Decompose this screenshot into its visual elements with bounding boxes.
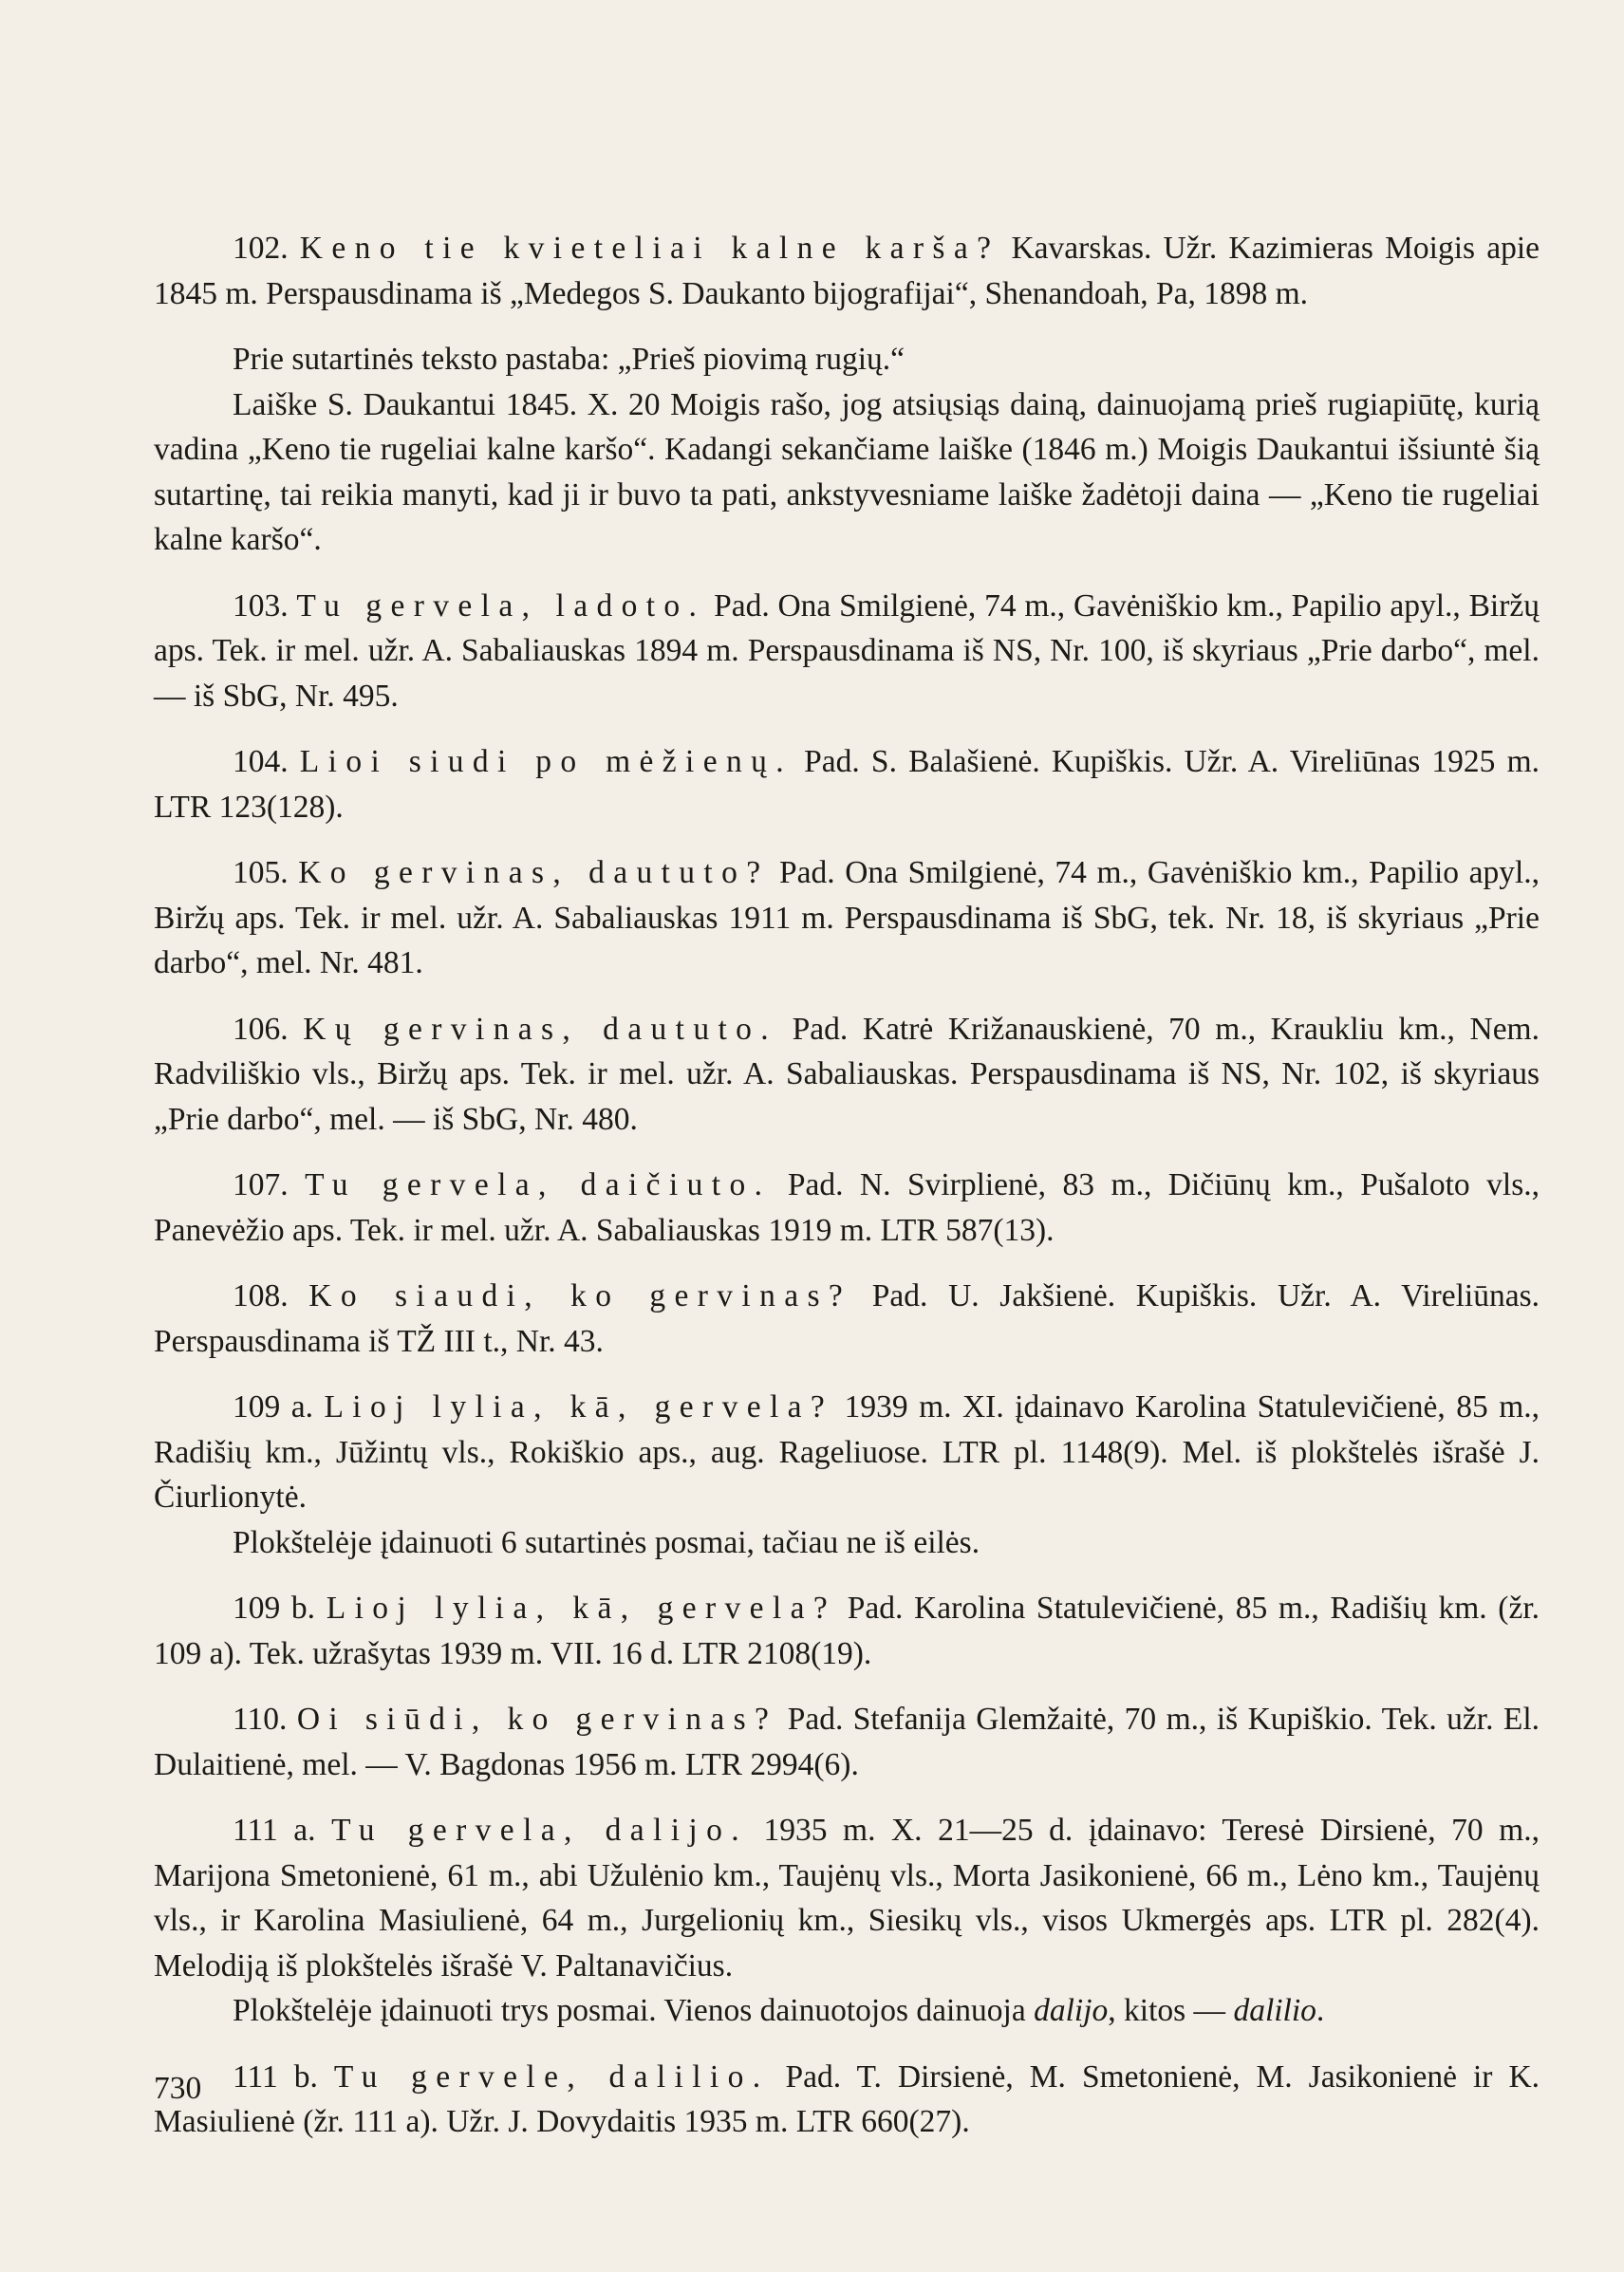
entry-number: 102. [233,231,289,266]
entry-number: 109 a. [233,1389,313,1425]
entry-title: Oi siūdi, ko gervinas? [296,1702,778,1737]
entry-title: Tu gervele, dalilio. [333,2058,770,2095]
entry-note: Laiške S. Daukantui 1845. X. 20 Moigis rašo, jog atsiųsiąs dainą, dainuojamą prieš rugiapiūtę, kurią vadina „Keno tie rugeliai kalne karšo“. Kadangi sekančiame laiške (1846 m.) Moigis Daukantui išsiuntė šią sutartinę, tai reikia manyti, kad ji ir buvo ta pati, ankstyvesniame laiške žadėtoji daina — „Keno tie rugeliai kalne karšo“. [154,386,1540,557]
entry-102 [154,226,1540,316]
entry-title: Tu gervela, ladoto. [296,587,706,624]
entry-title: Kų gervinas, daututo. [303,1011,778,1047]
page-number: 730 [154,2071,202,2106]
entry-number: 103. [233,587,289,624]
entry-title: Ko siaudi, ko gervinas? [308,1278,852,1313]
entry-108 [154,1274,1540,1364]
entry-text: Kavarskas. Užr. Kazimieras Moigis apie 1845 m. Perspausdinama iš „Medegos S. Daukanto bijografijai“, Shenandoah, Pa, 1898 m. [154,231,1540,311]
entry-text: Pad. Ona Smilgienė, 74 m., Gavėniškio km., Papilio apyl., Biržų aps. Tek. ir mel. užr. A. Sabaliauskas 1894 m. Perspausdinama iš NS, Nr. 100, iš skyriaus „Prie darbo“, mel. — iš SbG, Nr. 495. [154,587,1540,714]
note-text: . [1316,1993,1325,2028]
entry-title: Tu gervela, dalijo. [331,1813,748,1848]
entry-106 [154,1007,1540,1143]
note-italic: dalijo [1034,1993,1109,2028]
entry-111a [154,1808,1540,1988]
entry-text: Pad. Ona Smilgienė, 74 m., Gavėniškio km., Papilio apyl., Biržų aps. Tek. ir mel. užr. A. Sabaliauskas 1911 m. Perspausdinama iš SbG, tek. Nr. 18, iš skyriaus „Prie darbo“, mel. Nr. 481. [154,855,1540,980]
entry-105 [154,850,1540,986]
entry-note: Plokštelėje įdainuoti 6 sutartinės posmai, tačiau ne iš eilės. [233,1524,980,1560]
entry-title: Keno tie kvieteliai kalne karša? [299,231,1000,266]
entry-number: 108. [233,1278,289,1313]
entry-text: 1935 m. X. 21—25 d. įdainavo: Teresė Dirsienė, 70 m., Marijona Smetonienė, 61 m., abi Užulėnio km., Taujėnų vls., Morta Jasikonienė, 66 m., Lėno km., Taujėnų vls., ir Karolina Masiulienė, 64 m., Jurgelionių km., Siesikų vls., visos Ukmergės aps. LTR pl. 282(4). Melodiją iš plokštelės išrašė V. Paltanavičius. [154,1813,1540,1983]
entry-104 [154,739,1540,829]
entry-number: 105. [233,855,289,890]
entry-number: 111 a. [233,1813,316,1848]
entry-109b [154,1586,1540,1676]
entry-number: 110. [233,1702,288,1737]
entry-text: Pad. Karolina Statulevičienė, 85 m., Radišių km. (žr. 109 a). Tek. užrašytas 1939 m. VII. 16 d. LTR 2108(19). [154,1591,1540,1671]
commentary-text [154,226,1540,2166]
entry-title: Lioj lylia, kā, gervela? [324,1389,834,1425]
entry-103 [154,584,1540,719]
entry-number: 111 b. [233,2058,318,2095]
note-text: , kitos — [1108,1993,1234,2028]
entry-title: Lioi siudi po mėžienų. [299,744,793,779]
note-italic: dalilio [1233,1993,1316,2028]
note-text: Plokštelėje įdainuoti trys posmai. Vienos dainuotojos dainuoja [233,1993,1035,2028]
entry-number: 107. [233,1167,289,1202]
entry-title: Lioj lylia, kā, gervela? [326,1591,837,1626]
entry-text: Pad. S. Balašienė. Kupiškis. Užr. A. Vireliūnas 1925 m. LTR 123(128). [154,744,1540,825]
entry-number: 109 b. [233,1591,316,1626]
entry-text: Pad. Katrė Križanauskienė, 70 m., Kraukliu km., Nem. Radviliškio vls., Biržų aps. Tek. ir mel. užr. A. Sabaliauskas. Perspausdinama iš NS, Nr. 102, iš skyriaus „Prie darbo“, mel. — iš SbG, Nr. 480. [154,1011,1540,1137]
entry-110 [154,1697,1540,1787]
entry-text: Pad. Stefanija Glemžaitė, 70 m., iš Kupiškio. Tek. užr. El. Dulaitienė, mel. — V. Bagdonas 1956 m. LTR 2994(6). [154,1702,1540,1782]
entry-title: Ko gervinas, daututo? [298,855,770,890]
entry-title: Tu gervela, daičiuto. [305,1167,772,1202]
entry-109a [154,1385,1540,1520]
entry-text: Pad. T. Dirsienė, M. Smetonienė, M. Jasikonienė ir K. Masiulienė (žr. 111 a). Užr. J. Dovydaitis 1935 m. LTR 660(27). [154,2058,1540,2139]
entry-text: 1939 m. XI. įdainavo Karolina Statulevičienė, 85 m., Radišių km., Jūžintų vls., Rokiškio aps., aug. Rageliuose. LTR pl. 1148(9). Mel. iš plokštelės išrašė J. Čiurlionytė. [154,1389,1540,1515]
entry-107 [154,1163,1540,1253]
entry-note: Prie sutartinės teksto pastaba: „Prieš piovimą rugių.“ [233,342,905,377]
entry-number: 106. [233,1011,289,1047]
entry-number: 104. [233,744,289,779]
entry-note-111a [154,1988,1540,2034]
entry-text: Pad. N. Svirplienė, 83 m., Dičiūnų km., Pušaloto vls., Panevėžio aps. Tek. ir mel. užr. A. Sabaliauskas 1919 m. LTR 587(13). [154,1167,1540,1248]
entry-111b [154,2055,1540,2145]
entry-text: Pad. U. Jakšienė. Kupiškis. Užr. A. Vireliūnas. Perspausdinama iš TŽ III t., Nr. 43. [154,1278,1540,1359]
